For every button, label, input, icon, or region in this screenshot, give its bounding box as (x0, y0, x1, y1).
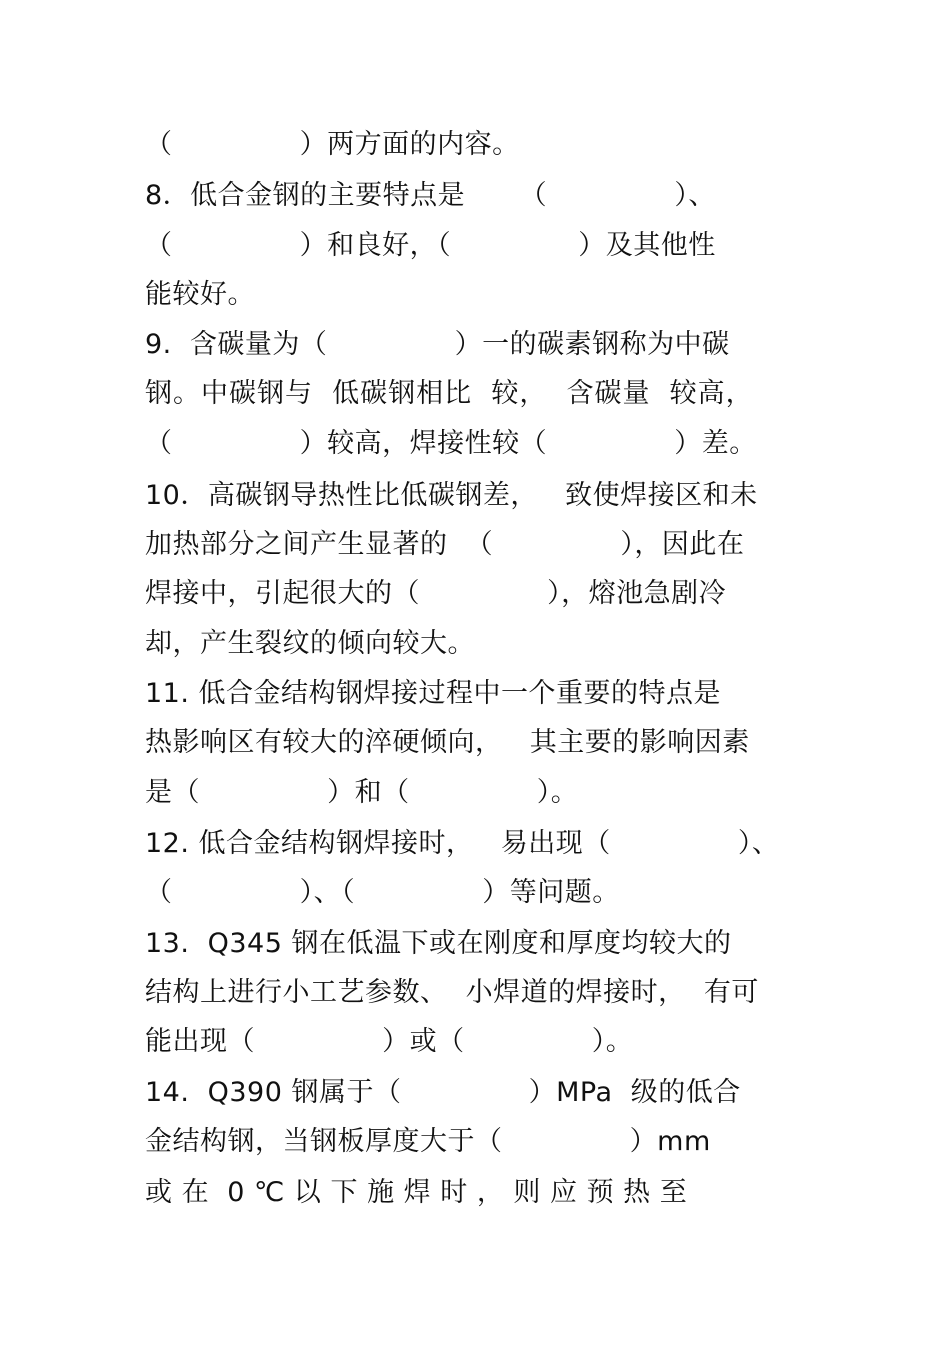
text-line: 8．低合金钢的主要特点是 （ ）、 (145, 180, 716, 211)
text-line: 9. 含碳量为（ ）一的碳素钢称为中碳 (145, 329, 730, 360)
text-line: （ ）两方面的内容。 (145, 129, 520, 160)
text-line: 11. 低合金结构钢焊接过程中一个重要的特点是 (145, 678, 722, 709)
text-line: 结构上进行小工艺参数、 小焊道的焊接时， 有可 (145, 977, 759, 1008)
text-line: 13. Q345 钢在低温下或在刚度和厚度均较大的 (145, 928, 732, 959)
text-line: 是（ ）和（ ）。 (145, 777, 579, 808)
text-line: （ ）和良好，（ ）及其他性 (145, 230, 716, 261)
text-line: 10．高碳钢导热性比低碳钢差， 致使焊接区和未 (145, 480, 758, 511)
text-line: 能出现（ ）或（ ）。 (145, 1026, 634, 1057)
text-line: （ ）较高，焊接性较（ ）差。 (145, 428, 757, 459)
text-line: 加热部分之间产生显著的 （ ），因此在 (145, 529, 745, 560)
text-line: 或 在 0 ℃ 以 下 施 焊 时 ， 则 应 预 热 至 (145, 1177, 688, 1208)
text-line: 能较好。 (145, 279, 255, 310)
text-line: 14. Q390 钢属于（ ）MPa 级的低合 (145, 1077, 741, 1108)
text-line: 金结构钢，当钢板厚度大于（ ）mm (145, 1126, 711, 1157)
text-line: 焊接中，引起很大的（ ），熔池急剧冷 (145, 578, 727, 609)
text-line: （ ）、（ ）等问题。 (145, 877, 620, 908)
text-line: 12. 低合金结构钢焊接时， 易出现（ ）、 (145, 828, 780, 859)
text-line: 却，产生裂纹的倾向较大。 (145, 628, 475, 659)
text-line: 热影响区有较大的淬硬倾向， 其主要的影响因素 (145, 727, 750, 758)
text-line: 钢。中碳钢与 低碳钢相比 较， 含碳量 较高， (145, 378, 754, 409)
